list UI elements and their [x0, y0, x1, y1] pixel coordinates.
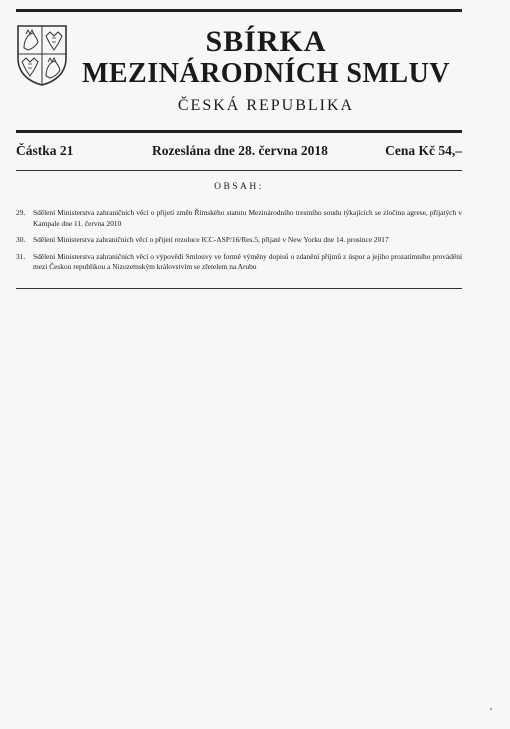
issue-rule	[16, 170, 462, 171]
toc-bottom-rule	[16, 288, 462, 289]
toc-item	[16, 252, 462, 273]
toc-item-text: Sdělení Ministerstva zahraničních věcí o přijetí rezoluce ICC-ASP/16/Res.5, přijaté v New Yorku dne 14. prosince 2017	[33, 235, 389, 244]
table-of-contents	[16, 208, 462, 279]
toc-item-number: 29.	[16, 208, 26, 217]
toc-item-text: Sdělení Ministerstva zahraničních věcí o výpovědi Smlouvy ve formě výměny dopisů o zdanění příjmů z úspor a jejího prozatímního provádění mezi Českou republikou a Nizozemským královstvím se zřetelem na Arubu	[33, 251, 462, 271]
toc-item-text: Sdělení Ministerstva zahraničních věcí o přijetí změn Římského statutu Mezinárodního trestního soudu týkajících se zločinu agrese, přijatých v Kampale dne 11. června 2010	[33, 208, 462, 228]
issue-part: Částka 21	[16, 143, 74, 158]
toc-item-number: 31.	[16, 251, 26, 261]
toc-item	[16, 208, 462, 229]
czech-coat-of-arms-icon	[16, 24, 68, 86]
issue-distributed-date: Rozeslána dne 28. června 2018	[152, 143, 328, 158]
header-rule	[16, 130, 462, 133]
top-rule	[16, 9, 462, 12]
issue-info-row	[16, 143, 462, 163]
toc-item-number: 30.	[16, 235, 26, 244]
toc-heading: OBSAH:	[214, 182, 264, 192]
toc-item	[16, 235, 462, 246]
collection-title-line2: MEZINÁRODNÍCH SMLUV	[81, 58, 451, 89]
collection-title-line1: SBÍRKA	[205, 25, 327, 58]
country-subtitle: ČESKÁ REPUBLIKA	[177, 97, 355, 114]
scan-speck	[490, 708, 492, 710]
issue-price: Cena Kč 54,–	[385, 143, 462, 158]
